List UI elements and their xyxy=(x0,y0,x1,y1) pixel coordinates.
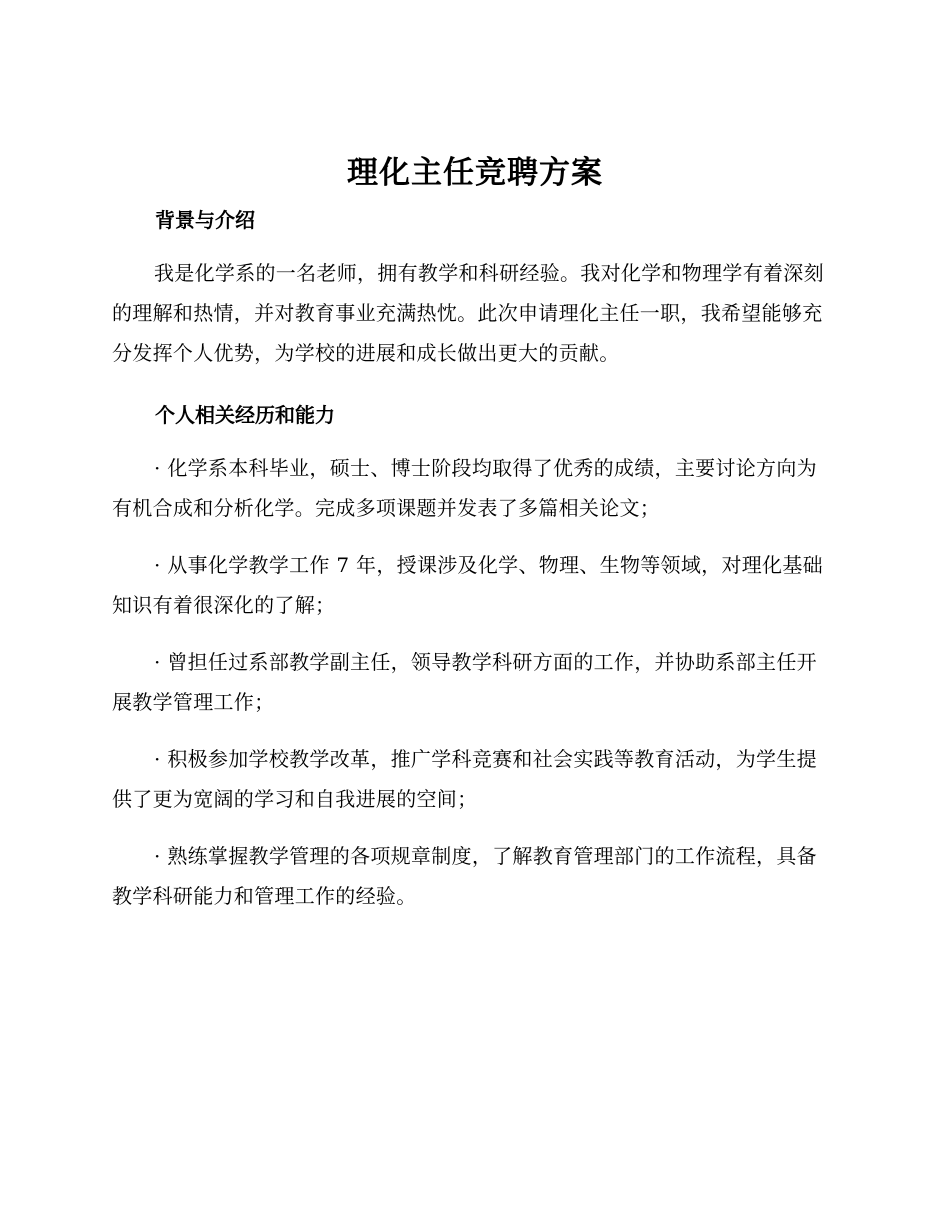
section-heading-background: 背景与介绍 xyxy=(155,208,255,232)
section-heading-experience: 个人相关经历和能力 xyxy=(155,403,335,427)
experience-item-regulations: · 熟练掌握教学管理的各项规章制度，了解教育管理部门的工作流程，具备教学科研能力和管理工作的经验。 xyxy=(112,844,817,908)
experience-item-management: · 曾担任过系部教学副主任，领导教学科研方面的工作，并协助系部主任开展教学管理工作； xyxy=(112,650,817,714)
document-title: 理化主任竞聘方案 xyxy=(347,155,603,191)
paragraph-background: 我是化学系的一名老师，拥有教学和科研经验。我对化学和物理学有着深刻的理解和热情，并对教育事业充满热忱。此次申请理化主任一职，我希望能够充分发挥个人优势，为学校的进展和成长做出更大的贡献。 xyxy=(112,261,824,365)
experience-item-teaching: · 从事化学教学工作 7 年，授课涉及化学、物理、生物等领域，对理化基础知识有着很深化的了解； xyxy=(112,553,823,617)
experience-item-education: · 化学系本科毕业，硕士、博士阶段均取得了优秀的成绩，主要讨论方向为有机合成和分析化学。完成多项课题并发表了多篇相关论文； xyxy=(112,456,817,520)
experience-item-reform: · 积极参加学校教学改革，推广学科竞赛和社会实践等教育活动，为学生提供了更为宽阔的学习和自我进展的空间； xyxy=(112,747,817,811)
